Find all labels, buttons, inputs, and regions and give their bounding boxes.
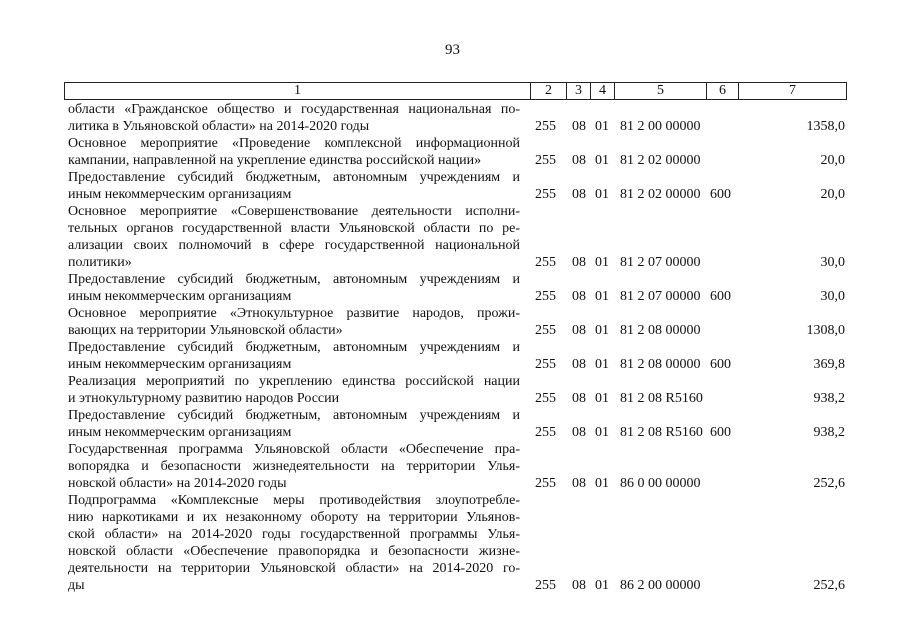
cell-c7: 938,2 bbox=[813, 425, 845, 440]
cell-c5: 81 2 08 R5160 bbox=[620, 391, 703, 406]
cell-c3: 08 bbox=[572, 323, 586, 338]
description-line: Предоставление субсидий бюджетным, автономным учреждениям и bbox=[68, 170, 520, 185]
cell-c3: 08 bbox=[572, 476, 586, 491]
cell-c2: 255 bbox=[535, 187, 556, 202]
cell-c2: 255 bbox=[535, 578, 556, 593]
cell-c3: 08 bbox=[572, 425, 586, 440]
header-col-7: 7 bbox=[738, 83, 846, 99]
description-line: нию наркотиками и их незаконному обороту на территории Ульянов- bbox=[68, 510, 520, 525]
cell-c2: 255 bbox=[535, 289, 556, 304]
table-row bbox=[0, 305, 905, 339]
cell-c2: 255 bbox=[535, 425, 556, 440]
cell-c5: 81 2 02 00000 bbox=[620, 153, 701, 168]
table-row bbox=[0, 101, 905, 135]
cell-c5: 81 2 02 00000 bbox=[620, 187, 701, 202]
description-line: иным некоммерческим организациям bbox=[68, 425, 292, 440]
description-line: ской области» на 2014-2020 годы государственной программы Улья- bbox=[68, 527, 520, 542]
description-line: иным некоммерческим организациям bbox=[68, 187, 292, 202]
cell-c4: 01 bbox=[595, 578, 609, 593]
cell-c4: 01 bbox=[595, 391, 609, 406]
cell-c2: 255 bbox=[535, 323, 556, 338]
cell-c7: 20,0 bbox=[820, 153, 845, 168]
description-line: ализации своих полномочий в сфере государственной национальной bbox=[68, 238, 520, 253]
cell-c4: 01 bbox=[595, 255, 609, 270]
table-row bbox=[0, 492, 905, 594]
cell-c3: 08 bbox=[572, 578, 586, 593]
cell-c5: 81 2 08 R5160 bbox=[620, 425, 703, 440]
table-row bbox=[0, 135, 905, 169]
cell-c5: 86 2 00 00000 bbox=[620, 578, 701, 593]
cell-c7: 1358,0 bbox=[806, 119, 845, 134]
cell-c7: 20,0 bbox=[820, 187, 845, 202]
cell-c6: 600 bbox=[710, 187, 731, 202]
description-line: Реализация мероприятий по укреплению единства российской нации bbox=[68, 374, 520, 389]
description-line: ды bbox=[68, 578, 85, 593]
description-line: Государственная программа Ульяновской области «Обеспечение пра- bbox=[68, 442, 520, 457]
cell-c5: 81 2 07 00000 bbox=[620, 289, 701, 304]
cell-c7: 938,2 bbox=[813, 391, 845, 406]
description-line: деятельности на территории Ульяновской области» на 2014-2020 го- bbox=[68, 561, 520, 576]
header-col-1: 1 bbox=[294, 83, 301, 98]
cell-c4: 01 bbox=[595, 289, 609, 304]
description-line: Предоставление субсидий бюджетным, автономным учреждениям и bbox=[68, 272, 520, 287]
cell-c4: 01 bbox=[595, 119, 609, 134]
cell-c6: 600 bbox=[710, 425, 731, 440]
cell-c3: 08 bbox=[572, 255, 586, 270]
cell-c7: 252,6 bbox=[813, 578, 845, 593]
description-line: Основное мероприятие «Проведение комплексной информационной bbox=[68, 136, 520, 151]
table-header bbox=[64, 82, 847, 100]
cell-c5: 81 2 08 00000 bbox=[620, 357, 701, 372]
table-row bbox=[0, 271, 905, 305]
cell-c7: 1308,0 bbox=[806, 323, 845, 338]
description-line: иным некоммерческим организациям bbox=[68, 357, 292, 372]
table-row bbox=[0, 407, 905, 441]
cell-c6: 600 bbox=[710, 357, 731, 372]
cell-c4: 01 bbox=[595, 153, 609, 168]
cell-c7: 30,0 bbox=[820, 289, 845, 304]
table-row bbox=[0, 373, 905, 407]
table-body bbox=[0, 101, 905, 594]
cell-c7: 30,0 bbox=[820, 255, 845, 270]
cell-c2: 255 bbox=[535, 357, 556, 372]
description-line: вающих на территории Ульяновской области» bbox=[68, 323, 343, 338]
table-row bbox=[0, 339, 905, 373]
description-line: новской области «Обеспечение правопорядка и безопасности жизне- bbox=[68, 544, 520, 559]
description-line: Предоставление субсидий бюджетным, автономным учреждениям и bbox=[68, 408, 520, 423]
description-line: кампании, направленной на укрепление единства российской нации» bbox=[68, 153, 482, 168]
cell-c4: 01 bbox=[595, 425, 609, 440]
description-line: Подпрограмма «Комплексные меры противодействия злоупотребле- bbox=[68, 493, 520, 508]
cell-c5: 81 2 07 00000 bbox=[620, 255, 701, 270]
header-col-2: 2 bbox=[530, 83, 566, 99]
description-line: и этнокультурному развитию народов России bbox=[68, 391, 340, 406]
description-line: политики» bbox=[68, 255, 132, 270]
description-line: тельных органов государственной власти Ульяновской области по ре- bbox=[68, 221, 520, 236]
cell-c7: 252,6 bbox=[813, 476, 845, 491]
cell-c4: 01 bbox=[595, 323, 609, 338]
cell-c2: 255 bbox=[535, 153, 556, 168]
cell-c3: 08 bbox=[572, 119, 586, 134]
cell-c4: 01 bbox=[595, 476, 609, 491]
header-col-6: 6 bbox=[706, 83, 738, 99]
table-row bbox=[0, 169, 905, 203]
cell-c5: 81 2 00 00000 bbox=[620, 119, 701, 134]
description-line: области «Гражданское общество и государственная национальная по- bbox=[68, 102, 520, 117]
header-col-4: 4 bbox=[590, 83, 614, 99]
cell-c5: 81 2 08 00000 bbox=[620, 323, 701, 338]
cell-c7: 369,8 bbox=[813, 357, 845, 372]
cell-c3: 08 bbox=[572, 391, 586, 406]
cell-c6: 600 bbox=[710, 289, 731, 304]
description-line: Основное мероприятие «Этнокультурное развитие народов, прожи- bbox=[68, 306, 520, 321]
cell-c3: 08 bbox=[572, 289, 586, 304]
cell-c3: 08 bbox=[572, 153, 586, 168]
description-line: вопорядка и безопасности жизнедеятельности на территории Улья- bbox=[68, 459, 520, 474]
header-col-3: 3 bbox=[566, 83, 590, 99]
cell-c2: 255 bbox=[535, 391, 556, 406]
cell-c2: 255 bbox=[535, 476, 556, 491]
description-line: новской области» на 2014-2020 годы bbox=[68, 476, 287, 491]
description-line: иным некоммерческим организациям bbox=[68, 289, 292, 304]
cell-c3: 08 bbox=[572, 187, 586, 202]
cell-c5: 86 0 00 00000 bbox=[620, 476, 701, 491]
cell-c3: 08 bbox=[572, 357, 586, 372]
description-line: Основное мероприятие «Совершенствование деятельности исполни- bbox=[68, 204, 520, 219]
cell-c2: 255 bbox=[535, 255, 556, 270]
header-col-5: 5 bbox=[614, 83, 706, 99]
page-number: 93 bbox=[445, 42, 460, 58]
description-line: Предоставление субсидий бюджетным, автономным учреждениям и bbox=[68, 340, 520, 355]
cell-c2: 255 bbox=[535, 119, 556, 134]
table-row bbox=[0, 203, 905, 271]
table-row bbox=[0, 441, 905, 492]
cell-c4: 01 bbox=[595, 187, 609, 202]
description-line: литика в Ульяновской области» на 2014-2020 годы bbox=[68, 119, 370, 134]
cell-c4: 01 bbox=[595, 357, 609, 372]
